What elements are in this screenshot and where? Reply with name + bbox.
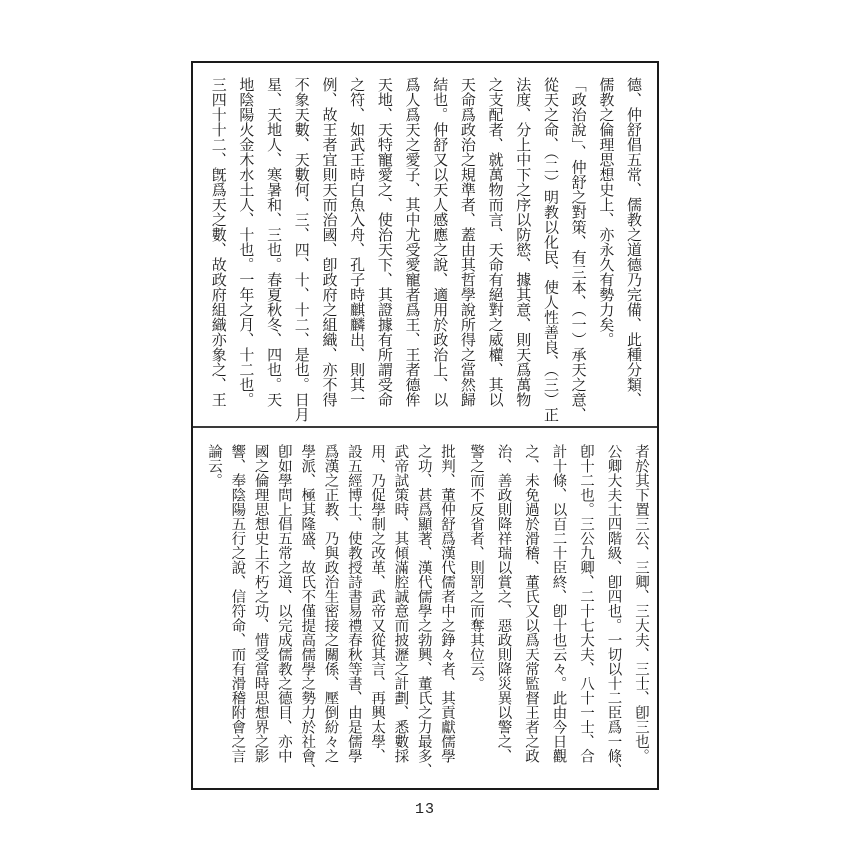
text-column: 國之倫理思想史上不朽之功、惜受當時思想界之影 (252, 444, 269, 763)
text-column: 卽十二也。三公九卿、二十七大夫、八十一士、合 (578, 444, 594, 763)
page-frame (191, 61, 659, 790)
text-column: 者於其下置三公、三卿、三大夫、三士、卽三也。 (633, 444, 649, 763)
text-column: 德、仲舒倡五常、儒教之道德乃完備、此種分類、 (625, 77, 643, 407)
bottom-text-section (193, 428, 657, 788)
text-column: 結也。仲舒又以天人感應之說、適用於政治上、以 (431, 77, 450, 407)
text-column: 從天之命、（二）明教以化民、使人性善良、（三）正 (541, 77, 560, 422)
text-column: 武帝試策時、其傾滿腔誠意而披瀝之計劃、悉數採 (392, 444, 409, 763)
text-column: 星、天地人、寒暑和、三也。春夏秋冬、四也。天 (265, 77, 284, 407)
text-column: 之、未免過於滑稽、董氏又以爲天常監督王者之政 (523, 444, 539, 763)
text-column: 學派、極其隆盛、故氏不僅提高儒學之勢力於社會、 (299, 444, 316, 778)
text-column: 響、奉陰陽五行之說、信符命、而有滑稽附會之言 (229, 444, 246, 763)
text-column: 天命爲政治之規準者、蓋由其哲學說所得之當然歸 (458, 77, 477, 407)
page-number: 13 (414, 801, 435, 818)
text-column: 公卿大夫士四階級、卽四也。一切以十二臣爲一條、 (605, 444, 622, 778)
text-column: 例、故王者宜則天而治國、卽政府之組織、亦不得 (320, 77, 339, 407)
text-column: 之功、甚爲顯著、漢代儒學之勃興、董氏之力最多、 (415, 444, 432, 778)
text-column: 用、乃促學制之改革、武帝又從其言、再興太學、 (369, 444, 386, 763)
text-column: 之支配者、就萬物而言、天命有絕對之威權、其以 (486, 77, 505, 407)
text-column: 警之而不反省者、則罰之而奪其位云。 (468, 444, 484, 691)
text-column: 爲人爲天之愛子、其中尤受愛寵者爲王、王者德侔 (403, 77, 422, 407)
critique-paragraph-start-column: 批判、董仲舒爲漢代儒者中之錚々者、其貢獻儒學 (439, 444, 455, 763)
text-column: 「政治說」、仲舒之對策、有三本、（一）承天之意、 (569, 77, 588, 422)
text-column: 地陰陽火金木水土人、十也。一年之月、十二也。 (237, 77, 256, 407)
top-text-section (193, 63, 657, 426)
text-column: 之符、如武王時白魚入舟、孔子時麒麟出、則其一 (348, 77, 367, 407)
text-column: 治、善政則降祥瑞以賞之、惡政則降災異以警之、 (495, 444, 512, 763)
text-column: 爲漢之正教、乃與政治生密接之關係、壓倒紛々之 (322, 444, 339, 763)
text-column: 法度、分上中下之序以防慾、據其意、則天爲萬物 (514, 77, 533, 407)
text-column: 卽如學問上倡五常之道、以完成儒教之德目、亦中 (275, 444, 292, 763)
text-column: 天地、天特寵愛之、使治天下、其證據有所謂受命 (375, 77, 394, 407)
text-column: 三四十十二、旣爲天之數、故政府組織亦象之、王 (209, 77, 228, 407)
text-column: 不象天數、天數何、三、四、十、十二、是也。日月 (292, 77, 311, 422)
text-column: 儒教之倫理思想史上、亦永久有勢力矣。 (597, 77, 616, 347)
text-column: 論云。 (206, 444, 223, 488)
text-column: 計十條、以百二十臣終、卽十也云々。此由今日觀 (550, 444, 567, 763)
text-column: 設五經博士、使教授詩書易禮春秋等書、由是儒學 (345, 444, 362, 763)
